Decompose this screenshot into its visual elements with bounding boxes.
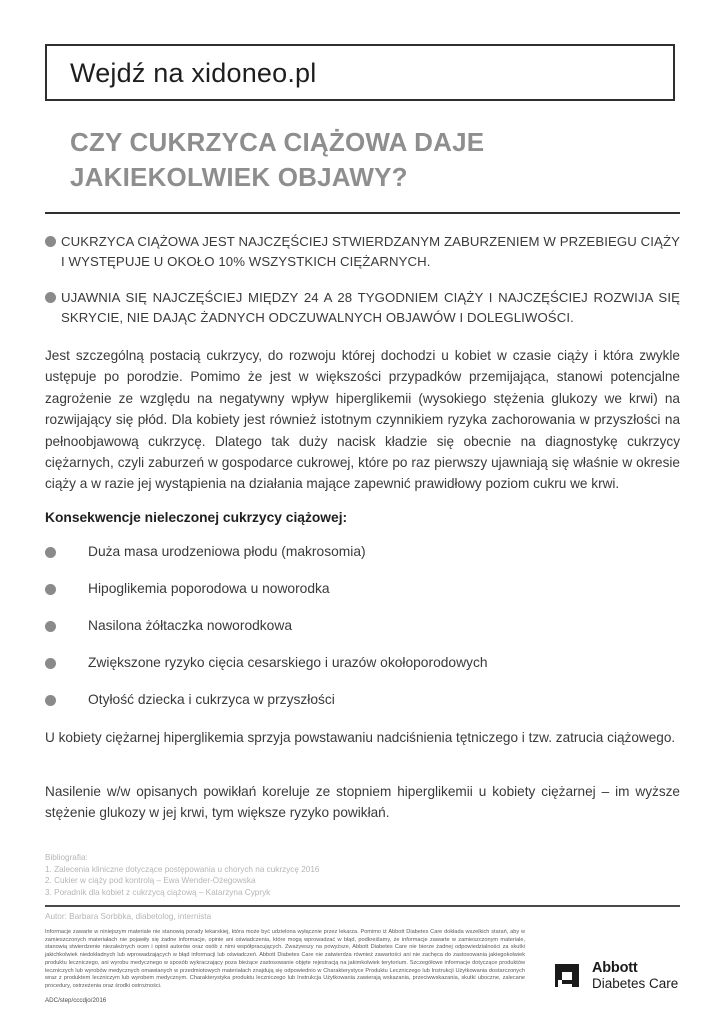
bibliography [45, 852, 319, 898]
list-item-text: Otyłość dziecka i cukrzyca w przyszłości [88, 692, 335, 707]
highlight-text: UJAWNIA SIĘ NAJCZĘŚCIEJ MIĘDZY 24 A 28 TYGODNIEM CIĄŻY I NAJCZĘŚCIEJ ROZWIJA SIĘ SKRYCIE, NIE DAJĄC ŻADNYCH ODCZUWALNYCH OBJAWÓW I DOLEGLIWOŚCI. [61, 290, 680, 325]
bibliography-item: 1. Zalecenia kliniczne dotyczące postępowania u chorych na cukrzycę 2016 [45, 864, 320, 874]
list-item [45, 577, 680, 614]
site-banner [45, 44, 675, 101]
complications-paragraph: Nasilenie w/w opisanych powikłań koreluje ze stopniem hiperglikemii u kobiety ciężarnej – im wyższe stężenie glukozy w jej krwi, tym większe ryzyko powikłań. [45, 784, 680, 821]
highlights-list [45, 232, 680, 344]
bullet-dot-icon [45, 584, 56, 595]
intro-paragraph: Jest szczególną postacią cukrzycy, do rozwoju której dochodzi u kobiet w czasie ciąży i która zwykle ustępuje po porodzie. Pomimo że jest w większości przypadków przemijająca, stanowi potencjalne zagrożenie ze względu na negatywny wpływ hiperglikemii (wysokiego stężenia glukozy we krwi) na rozwijający się płód. Dla kobiety jest również istotnym czynnikiem ryzyka zachorowania w przyszłości na pełnoobjawową cukrzycę. Dlatego tak duży nacisk kładzie się obecnie na diagnostykę cukrzycy ciężarnych, czyli zaburzeń w gospodarce cukrowej, które po raz pierwszy ujawniają się właśnie w okresie ciąży a w razie jej wystąpienia na działania mające zapewnić prawidłowy poziom cukru we krwi. [45, 348, 680, 492]
top-divider [45, 212, 680, 214]
list-item-text: Hipoglikemia poporodowa u noworodka [88, 581, 330, 596]
list-item [45, 688, 680, 725]
bottom-divider [45, 905, 680, 907]
highlight-text: CUKRZYCA CIĄŻOWA JEST NAJCZĘŚCIEJ STWIERDZANYM ZABURZENIEM W PRZEBIEGU CIĄŻY I WYSTĘPUJE U OKOŁO 10% WSZYSTKICH CIĘŻARNYCH. [61, 234, 680, 269]
hypertension-paragraph: U kobiety ciężarnej hiperglikemia sprzyja powstawaniu nadciśnienia tętniczego i tzw. zatrucia ciążowego. [45, 730, 676, 745]
document-code: ADC/step/cccdjo/2016 [45, 997, 107, 1004]
list-item [45, 614, 680, 651]
legal-disclaimer: Informacje zawarte w niniejszym materiale nie stanowią porady lekarskiej, która może być udzielona wyłącznie przez lekarza. Pomimo iż Abbott Diabetes Care dokłada wszelkich starań, aby w zamieszczonych materiałach nie pojawiły się żadne informacje, opinie ani oświadczenia, które mogą wprowadzać w błąd, podkreślamy, że informacje zawarte w zamieszczonym materiale, stanowią stwierdzenie niezależnych ocen i opinii autorów oraz osób z nimi współpracujących. Zważywszy na powyższe, Abbott Diabetes Care nie bierze żadnej odpowiedzialności za skutki jakichkolwiek niedokładnych lub wprowadzających w błąd informacji lub oświadczeń. Abbott Diabetes Care nie zatwierdza również zawartości ani nie zachęca do zastosowania jakiegokolwiek produktu leczniczego, ani wyrobu medycznego w sposób wykraczający poza bieżące zastosowanie objęte rejestracją na jakimkolwiek terytorium. Szczegółowe informacje dotyczące produktów leczniczych lub wyrobów medycznych omawianych w przedmiotowych materiałach znajdują się odpowiednio w Charakterystyce Produktu Leczniczego lub Instrukcji Użytkowania dostarczonych wraz z produktem leczniczym lub wyrobem medycznym. Charakterystyka produktu leczniczego lub Instrukcja Użytkowania zawierają wskazania, przeciwwskazania, skutki uboczne, zalecane procedury, ostrzeżenia oraz środki ostrożności. [45, 929, 525, 989]
list-item-text: Duża masa urodzeniowa płodu (makrosomia) [88, 544, 366, 559]
site-link-text[interactable]: Wejdź na xidoneo.pl [70, 58, 317, 88]
list-item [45, 651, 680, 688]
bibliography-label: Bibliografia: [45, 853, 88, 862]
bullet-dot-icon [45, 292, 56, 303]
highlight-item [45, 288, 680, 328]
consequences-heading: Konsekwencje nieleczonej cukrzycy ciążowej: [45, 510, 348, 525]
logo-brand: Abbott [592, 960, 638, 976]
bullet-dot-icon [45, 695, 56, 706]
logo-division: Diabetes Care [592, 976, 679, 991]
abbott-logo [552, 960, 682, 996]
consequences-list [45, 540, 680, 725]
highlight-item [45, 232, 680, 272]
abbott-logo-icon [552, 960, 582, 990]
page-title [70, 125, 630, 195]
bullet-dot-icon [45, 547, 56, 558]
bibliography-item: 3. Poradnik dla kobiet z cukrzycą ciążową – Katarzyna Cypryk [45, 887, 271, 897]
bullet-dot-icon [45, 621, 56, 632]
list-item [45, 540, 680, 577]
page-title-line-1: CZY CUKRZYCA CIĄŻOWA DAJE [70, 127, 485, 157]
list-item-text: Nasilona żółtaczka noworodkowa [88, 618, 292, 633]
bibliography-item: 2. Cukier w ciąży pod kontrolą – Ewa Wender-Ożegowska [45, 876, 256, 886]
list-item-text: Zwiększone ryzyko cięcia cesarskiego i urazów okołoporodowych [88, 655, 488, 670]
author-line: Autor: Barbara Sorbbka, diabetolog, internista [45, 912, 212, 921]
bullet-dot-icon [45, 658, 56, 669]
bullet-dot-icon [45, 236, 56, 247]
page-title-line-2: JAKIEKOLWIEK OBJAWY? [70, 162, 408, 192]
